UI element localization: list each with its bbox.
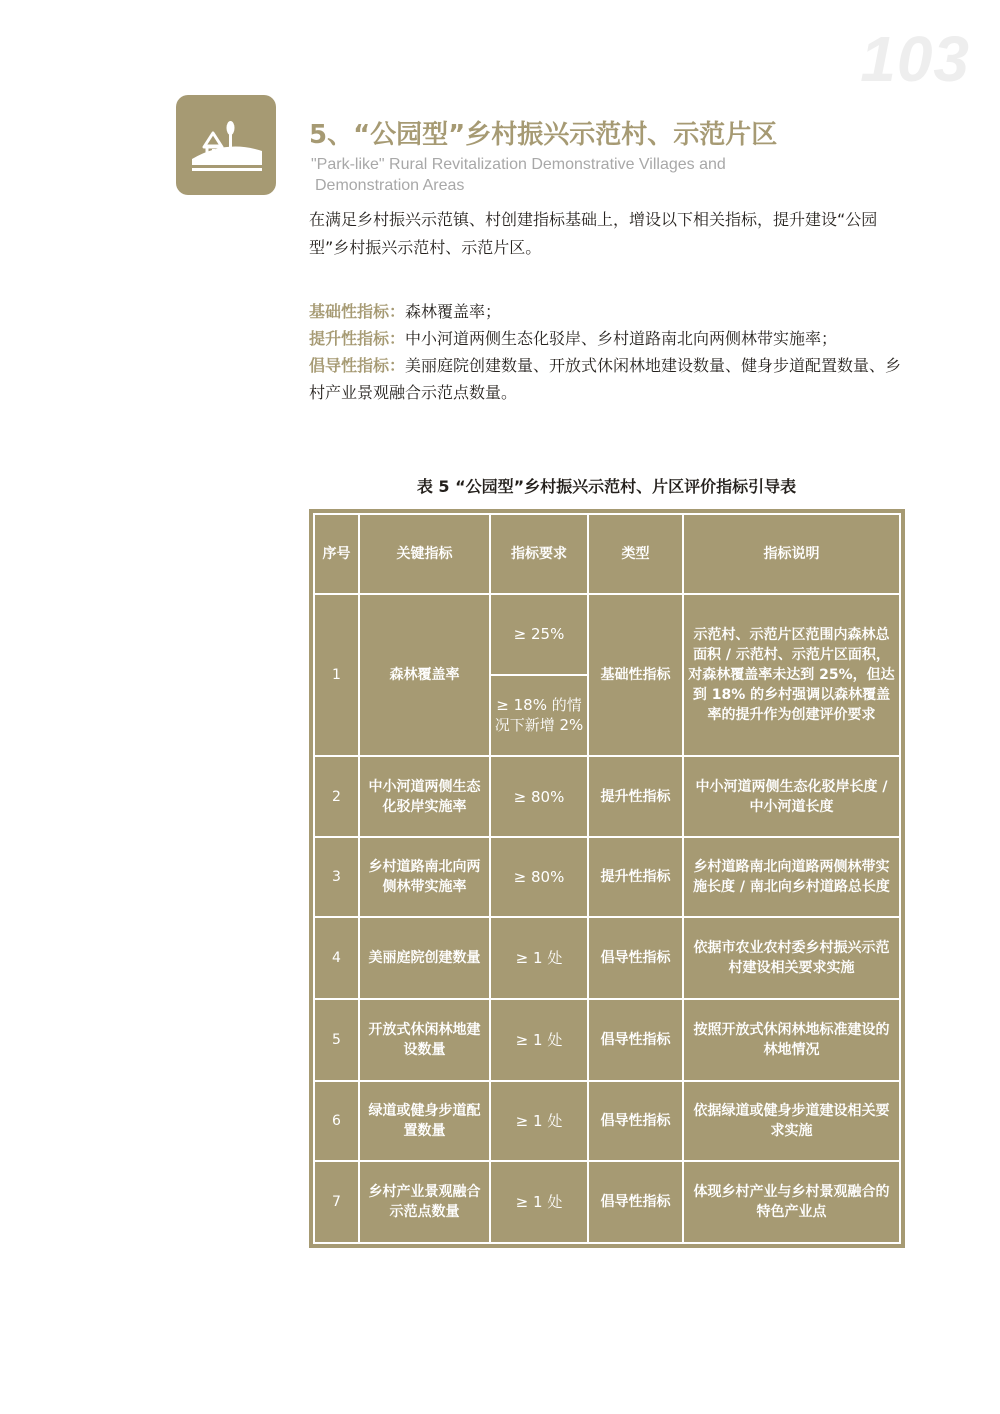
table-caption: 表 5 “公园型”乡村振兴示范村、片区评价指标引导表 (416, 477, 797, 496)
basic-indicator-label: 基础性指标： (309, 302, 406, 321)
table-row (314, 594, 900, 675)
english-subtitle-line2: Demonstration Areas (315, 177, 465, 194)
guide-indicator-label: 倡导性指标： (309, 356, 406, 375)
row-keyword: 森林覆盖率 (359, 594, 490, 756)
row-description: 依据绿道或健身步道建设相关要求实施 (683, 1081, 900, 1162)
row-type: 倡导性指标 (588, 999, 683, 1081)
basic-indicator-text: 森林覆盖率； (405, 302, 502, 321)
row-keyword: 美丽庭院创建数量 (359, 917, 490, 999)
table-row (314, 756, 900, 837)
row-description: 体现乡村产业与乡村景观融合的特色产业点 (683, 1161, 900, 1243)
row-keyword: 乡村产业景观融合示范点数量 (359, 1161, 490, 1243)
rural-house-tree-icon (176, 95, 276, 195)
row-type: 提升性指标 (588, 837, 683, 918)
table-header-row (314, 514, 900, 594)
row-description: 按照开放式休闲林地标准建设的林地情况 (683, 999, 900, 1081)
improve-indicator-text: 中小河道两侧生态化驳岸、乡村道路南北向两侧林带实施率； (405, 329, 838, 348)
improve-indicator-label: 提升性指标： (309, 329, 406, 348)
row-no: 1 (314, 594, 359, 756)
row-requirement: ≥ 1 处 (490, 1161, 588, 1243)
row-requirement: ≥ 1 处 (490, 917, 588, 999)
row-requirement-alt: ≥ 18% 的情况下新增 2% (490, 675, 588, 757)
intro-paragraph: 在满足乡村振兴示范镇、村创建指标基础上，增设以下相关指标，提升建设“公园型”乡村振兴示范村、示范片区。 (309, 210, 878, 257)
table-row (314, 1161, 900, 1243)
row-keyword: 绿道或健身步道配置数量 (359, 1081, 490, 1162)
row-requirement: ≥ 80% (490, 837, 588, 918)
row-requirement: ≥ 1 处 (490, 999, 588, 1081)
row-no: 3 (314, 837, 359, 918)
row-description: 依据市农业农村委乡村振兴示范村建设相关要求实施 (683, 917, 900, 999)
row-description: 乡村道路南北向道路两侧林带实施长度 / 南北向乡村道路总长度 (683, 837, 900, 918)
guide-indicator-text: 美丽庭院创建数量、开放式休闲林地建设数量、健身步道配置数量、乡村产业景观融合示范点数量。 (309, 356, 902, 402)
evaluation-table (313, 513, 901, 1244)
row-requirement: ≥ 80% (490, 756, 588, 837)
row-no: 4 (314, 917, 359, 999)
row-requirement: ≥ 1 处 (490, 1081, 588, 1162)
row-no: 5 (314, 999, 359, 1081)
row-requirement: ≥ 25% (490, 594, 588, 675)
row-no: 6 (314, 1081, 359, 1162)
section-title: 5、“公园型”乡村振兴示范村、示范片区 (309, 120, 778, 150)
row-description: 示范村、示范片区范围内森林总面积 / 示范村、示范片区面积，对森林覆盖率未达到 25%，但达到 18% 的乡村强调以森林覆盖率的提升作为创建评价要求 (683, 594, 900, 756)
basic-indicator (309, 298, 909, 325)
row-type: 倡导性指标 (588, 1081, 683, 1162)
header-no: 序号 (314, 514, 359, 594)
improve-indicator (309, 325, 909, 352)
page-number: 103 (860, 23, 970, 95)
row-description: 中小河道两侧生态化驳岸长度 / 中小河道长度 (683, 756, 900, 837)
indicator-list (309, 298, 909, 406)
guide-indicator (309, 352, 909, 406)
row-keyword: 乡村道路南北向两侧林带实施率 (359, 837, 490, 918)
table-row (314, 917, 900, 999)
header-keyword: 关键指标 (359, 514, 490, 594)
row-type: 基础性指标 (588, 594, 683, 756)
row-type: 倡导性指标 (588, 1161, 683, 1243)
row-keyword: 开放式休闲林地建设数量 (359, 999, 490, 1081)
header-type: 类型 (588, 514, 683, 594)
table-row (314, 1081, 900, 1162)
row-keyword: 中小河道两侧生态化驳岸实施率 (359, 756, 490, 837)
table-row (314, 837, 900, 918)
table-frame (309, 509, 905, 1248)
row-no: 2 (314, 756, 359, 837)
row-no: 7 (314, 1161, 359, 1243)
header-description: 指标说明 (683, 514, 900, 594)
english-subtitle (311, 154, 871, 196)
row-type: 倡导性指标 (588, 917, 683, 999)
section-logo (176, 95, 276, 195)
row-type: 提升性指标 (588, 756, 683, 837)
english-subtitle-line1: "Park-like" Rural Revitalization Demonstrative Villages and (311, 156, 726, 173)
header-requirement: 指标要求 (490, 514, 588, 594)
table-row (314, 999, 900, 1081)
